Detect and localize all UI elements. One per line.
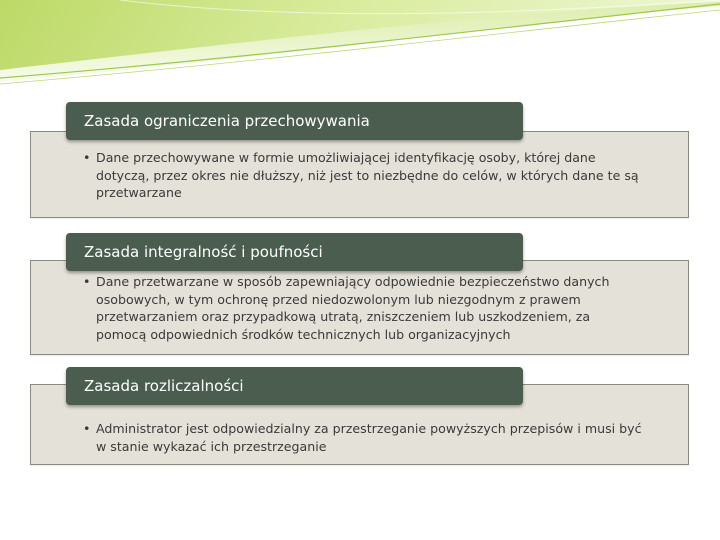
section-accountability <box>30 367 689 467</box>
bullet-item <box>83 420 643 455</box>
bullet-text: Administrator jest odpowiedzialny za przestrzeganie powyższych przepisów i musi być w stanie wykazać ich przestrzeganie <box>96 421 642 454</box>
section-heading: Zasada integralność i poufności <box>66 233 523 271</box>
bullet-icon: • <box>83 150 91 165</box>
bullet-list <box>83 420 643 455</box>
green-swoosh-decoration <box>0 0 720 95</box>
bullet-list <box>83 273 643 343</box>
bullet-text: Dane przetwarzane w sposób zapewniający odpowiednie bezpieczeństwo danych osobowych, w tym ochronę przed niedozwolonym lub niezgodnym z prawem przetwarzaniem oraz przypadkową utratą, zniszczeniem lub uszkodzeniem, za pomocą odpowiednich środków technicznych lub organizacyjnych <box>96 274 610 342</box>
bullet-text: Dane przechowywane w formie umożliwiającej identyfikację osoby, której dane dotyczą, przez okres nie dłuższy, niż jest to niezbędne do celów, w których dane te są przetwarzane <box>96 150 639 200</box>
section-heading: Zasada ograniczenia przechowywania <box>66 102 523 140</box>
bullet-icon: • <box>83 421 91 436</box>
bullet-item <box>83 273 643 343</box>
bullet-icon: • <box>83 274 91 289</box>
bullet-item <box>83 149 643 202</box>
bullet-list <box>83 149 643 202</box>
section-integrity-confidentiality <box>30 233 689 355</box>
section-heading: Zasada rozliczalności <box>66 367 523 405</box>
section-storage-limitation <box>30 100 689 218</box>
